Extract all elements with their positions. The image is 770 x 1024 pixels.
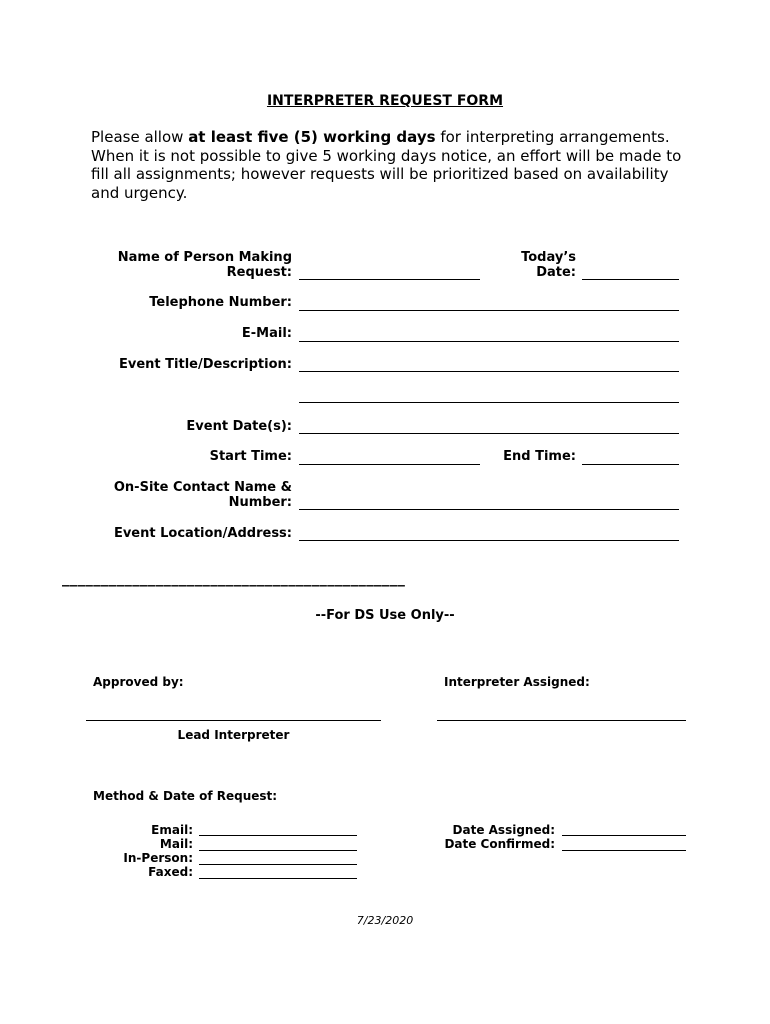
event-dates-field[interactable] bbox=[299, 433, 679, 434]
contact-label-line2: Number: bbox=[228, 495, 292, 510]
method-email-field[interactable] bbox=[199, 835, 357, 836]
intro-text-end: for interpreting arrangements. When it is not possible to give 5 working days notice, an effort will be made to fill all assignments; however requests will be prioritized based on availability and urgency. bbox=[91, 128, 682, 202]
ds-use-heading: --For DS Use Only-- bbox=[315, 608, 455, 623]
method-mail-field[interactable] bbox=[199, 850, 357, 851]
date-assigned-field[interactable] bbox=[562, 835, 686, 836]
end-time-label: End Time: bbox=[503, 449, 576, 464]
method-in-person-field[interactable] bbox=[199, 864, 357, 865]
event-title-field-2[interactable] bbox=[299, 402, 679, 403]
event-title-field[interactable] bbox=[299, 371, 679, 372]
method-email-label: Email: bbox=[151, 823, 193, 837]
email-field[interactable] bbox=[299, 341, 679, 342]
method-date-label: Method & Date of Request: bbox=[93, 789, 278, 803]
contact-field[interactable] bbox=[299, 509, 679, 510]
telephone-field[interactable] bbox=[299, 310, 679, 311]
date-assigned-label: Date Assigned: bbox=[452, 823, 555, 837]
approved-by-field[interactable] bbox=[86, 720, 381, 721]
date-confirmed-label: Date Confirmed: bbox=[444, 837, 555, 851]
approved-by-label: Approved by: bbox=[93, 675, 184, 689]
method-faxed-field[interactable] bbox=[199, 878, 357, 879]
name-label-line1: Name of Person Making bbox=[117, 250, 292, 265]
event-title-label: Event Title/Description: bbox=[118, 357, 292, 372]
name-label bbox=[90, 250, 292, 280]
todays-date-field[interactable] bbox=[582, 279, 679, 280]
date-confirmed-field[interactable] bbox=[562, 850, 686, 851]
location-field[interactable] bbox=[299, 540, 679, 541]
event-dates-label: Event Date(s): bbox=[186, 419, 292, 434]
intro-text-start: Please allow bbox=[91, 128, 189, 146]
interpreter-assigned-field[interactable] bbox=[437, 720, 686, 721]
telephone-label: Telephone Number: bbox=[149, 295, 292, 310]
location-label: Event Location/Address: bbox=[113, 526, 292, 541]
method-faxed-label: Faxed: bbox=[148, 865, 193, 879]
section-separator: ____________________________________________ bbox=[62, 569, 406, 587]
contact-label-line1: On-Site Contact Name & bbox=[113, 480, 292, 495]
name-label-line2: Request: bbox=[226, 265, 292, 280]
name-field[interactable] bbox=[299, 279, 480, 280]
method-in-person-label: In-Person: bbox=[123, 851, 193, 865]
email-label: E-Mail: bbox=[241, 326, 292, 341]
lead-interpreter-caption: Lead Interpreter bbox=[177, 728, 290, 742]
method-mail-label: Mail: bbox=[159, 837, 193, 851]
intro-paragraph bbox=[91, 128, 691, 202]
end-time-field[interactable] bbox=[582, 464, 679, 465]
form-title: INTERPRETER REQUEST FORM bbox=[266, 93, 504, 109]
todays-date-label-line1: Today’s bbox=[521, 250, 576, 265]
todays-date-label bbox=[480, 250, 576, 280]
start-time-field[interactable] bbox=[299, 464, 480, 465]
contact-label bbox=[90, 480, 292, 510]
interpreter-assigned-label: Interpreter Assigned: bbox=[444, 675, 590, 689]
footer-date: 7/23/2020 bbox=[356, 914, 414, 927]
intro-text-emphasis: at least five (5) working days bbox=[188, 128, 436, 146]
start-time-label: Start Time: bbox=[209, 449, 292, 464]
todays-date-label-line2: Date: bbox=[536, 265, 576, 280]
